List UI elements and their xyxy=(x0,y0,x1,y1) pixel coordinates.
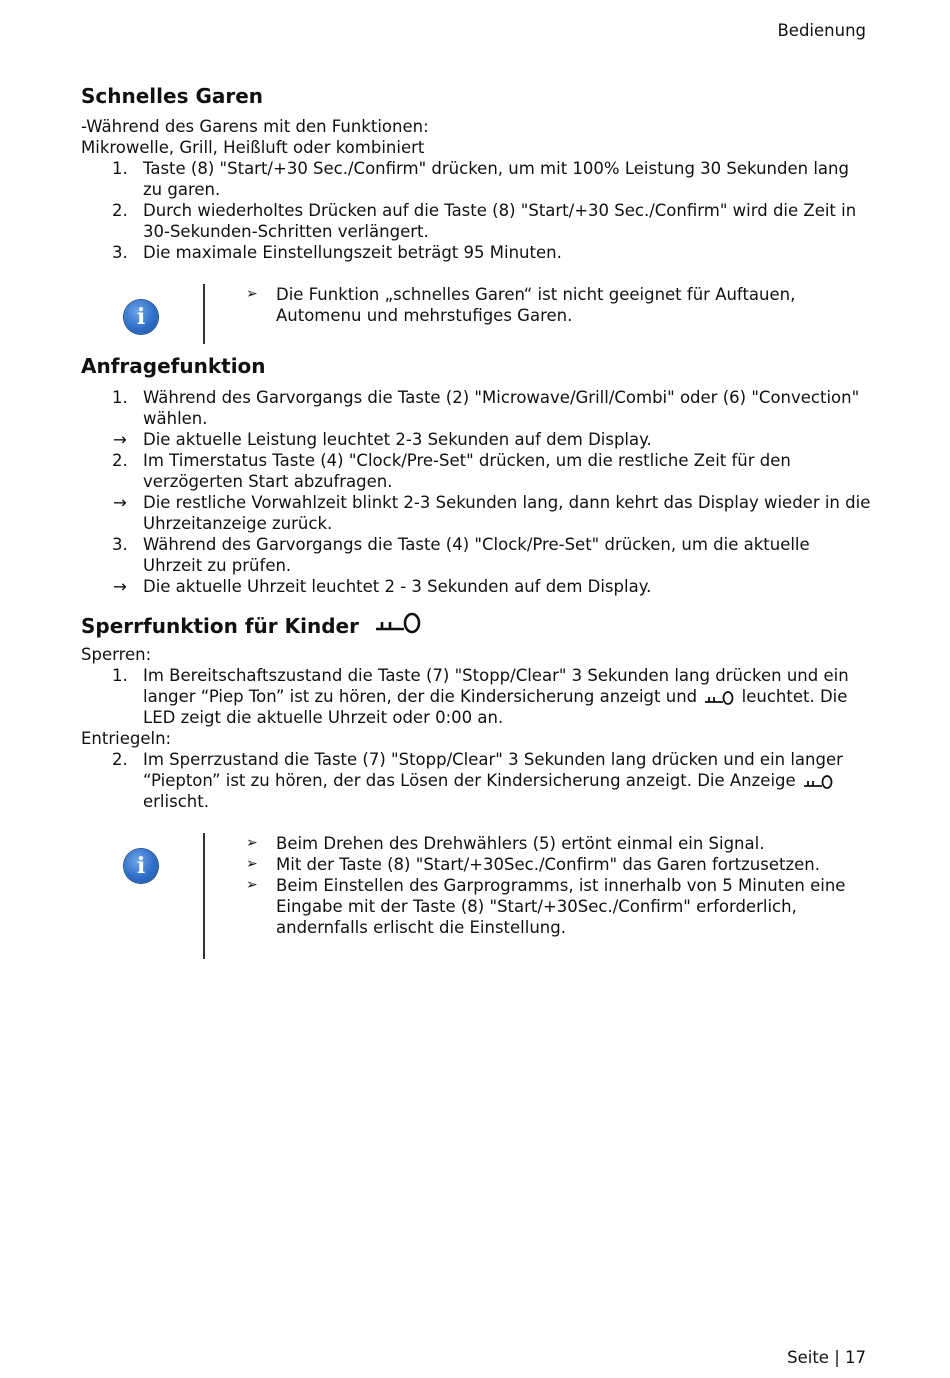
note-divider xyxy=(203,284,205,344)
numbered-list xyxy=(81,158,871,263)
child-lock-icon xyxy=(803,774,833,790)
page-content xyxy=(81,84,871,961)
note-bullet: ➢ Die Funktion „schnelles Garen“ ist nicht geeignet für Auftauen, Automenu und mehrstufiges Garen. xyxy=(246,285,796,325)
numbered-list xyxy=(81,387,871,597)
note-bullet: ➢ Beim Einstellen des Garprogramms, ist innerhalb von 5 Minuten eine Eingabe mit der Taste (8) "Start/+30Sec./Confirm" erforderlich, andernfalls erlischt die Einstellung. xyxy=(246,876,846,937)
section-title-schnelles-garen: Schnelles Garen xyxy=(81,84,264,108)
list-item: 1. Im Bereitschaftszustand die Taste (7) "Stopp/Clear" 3 Sekunden lang drücken und ein langer “Piep Ton” ist zu hören, der die Kindersicherung anzeigt und leuchtet. Die LED zeigt die aktuelle Uhrzeit oder 0:00 an. xyxy=(112,666,849,727)
list-item: 3. Während des Garvorgangs die Taste (4) "Clock/Pre-Set" drücken, um die aktuelle Uhrzeit zu prüfen. xyxy=(112,535,810,575)
arrow-icon: → xyxy=(113,577,127,596)
list-item: 2. Im Timerstatus Taste (4) "Clock/Pre-Set" drücken, um die restliche Zeit für den verzögerten Start abzufragen. xyxy=(112,451,791,491)
intro-line: -Während des Garens mit den Funktionen: xyxy=(81,117,429,136)
lock-label: Sperren: xyxy=(81,645,152,664)
result-item: → Die restliche Vorwahlzeit blinkt 2-3 Sekunden lang, dann kehrt das Display wieder in die Uhrzeitanzeige zurück. xyxy=(113,493,871,533)
arrow-icon: → xyxy=(113,430,127,449)
info-icon: i xyxy=(124,849,158,883)
bullet-arrow-icon: ➢ xyxy=(246,286,258,302)
note-bullet: ➢ Mit der Taste (8) "Start/+30Sec./Confirm" das Garen fortzusetzen. xyxy=(246,855,820,874)
bullet-arrow-icon: ➢ xyxy=(246,877,258,893)
result-item: → Die aktuelle Uhrzeit leuchtet 2 - 3 Sekunden auf dem Display. xyxy=(113,577,652,596)
arrow-icon: → xyxy=(113,493,127,512)
info-icon: i xyxy=(124,300,158,334)
info-note xyxy=(81,833,871,961)
bullet-arrow-icon: ➢ xyxy=(246,835,258,851)
intro-line: Mikrowelle, Grill, Heißluft oder kombiniert xyxy=(81,138,425,157)
result-item: → Die aktuelle Leistung leuchtet 2-3 Sekunden auf dem Display. xyxy=(113,430,652,449)
list-item: 2. Im Sperrzustand die Taste (7) "Stopp/Clear" 3 Sekunden lang drücken und ein langer “Piepton” ist zu hören, der das Lösen der Kindersicherung anzeigt. Die Anzeige erlischt. xyxy=(112,750,843,811)
list-item: 2. Durch wiederholtes Drücken auf die Taste (8) "Start/+30 Sec./Confirm" wird die Zeit in 30-Sekunden-Schritten verlängert. xyxy=(112,201,857,241)
running-header: Bedienung xyxy=(777,21,866,40)
list-item: 1. Taste (8) "Start/+30 Sec./Confirm" drücken, um mit 100% Leistung 30 Sekunden lang zu garen. xyxy=(112,159,849,199)
child-lock-icon xyxy=(374,611,424,635)
child-lock-icon xyxy=(704,690,734,706)
unlock-label: Entriegeln: xyxy=(81,729,172,748)
list-item: 1. Während des Garvorgangs die Taste (2) "Microwave/Grill/Combi" oder (6) "Convection" wählen. xyxy=(112,388,860,428)
section-title-anfragefunktion: Anfragefunktion xyxy=(81,354,266,378)
note-bullet: ➢ Beim Drehen des Drehwählers (5) ertönt einmal ein Signal. xyxy=(246,834,765,853)
page-number: Seite | 17 xyxy=(787,1348,866,1367)
list-item: 3. Die maximale Einstellungszeit beträgt 95 Minuten. xyxy=(112,243,562,262)
bullet-arrow-icon: ➢ xyxy=(246,856,258,872)
section-title-sperrfunktion: Sperrfunktion für Kinder xyxy=(81,611,871,638)
note-divider xyxy=(203,833,205,959)
info-note xyxy=(81,284,871,346)
